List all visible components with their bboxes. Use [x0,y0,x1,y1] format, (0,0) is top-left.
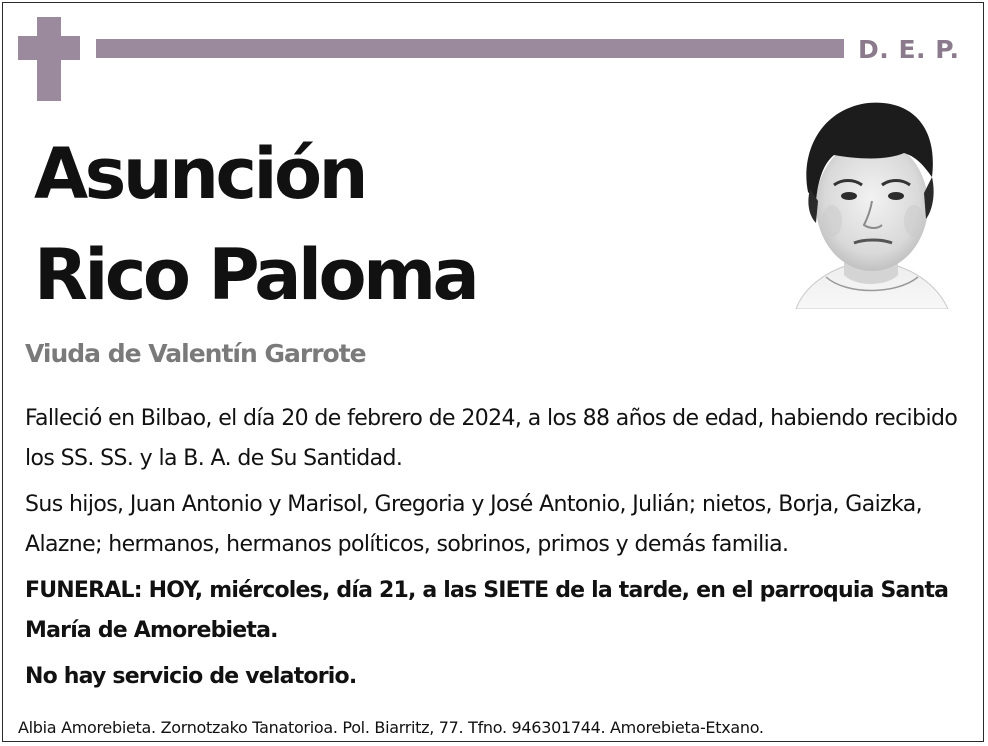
portrait-photo-image [786,97,956,309]
dep-label: D. E. P. [858,35,960,64]
death-notice-paragraph: Falleció en Bilbao, el día 20 de febrero de 2024, a los 88 años de edad, habiendo recibido los SS. SS. y la B. A. de Su Santidad. [25,406,958,471]
header-bar [96,39,844,58]
family-paragraph: Sus hijos, Juan Antonio y Marisol, Gregoria y José Antonio, Julián; nietos, Borja, Gaizka, Alazne; hermanos, hermanos políticos, sobrinos, primos y demás familia. [25,492,923,557]
wake-paragraph: No hay servicio de velatorio. [25,664,357,689]
portrait-photo [786,97,956,309]
widow-subtitle: Viuda de Valentín Garrote [25,339,366,368]
deceased-first-name: Asunción [34,133,365,215]
funeral-home-footer: Albia Amorebieta. Zornotzako Tanatorioa. Pol. Biarritz, 77. Tfno. 946301744. Amorebieta-Etxano. [18,718,764,737]
obituary-body [25,399,960,703]
deceased-surnames: Rico Paloma [34,234,477,316]
cross-icon-horizontal [18,36,80,60]
funeral-paragraph: FUNERAL: HOY, miércoles, día 21, a las SIETE de la tarde, en el parroquia Santa María de Amorebieta. [25,578,949,643]
